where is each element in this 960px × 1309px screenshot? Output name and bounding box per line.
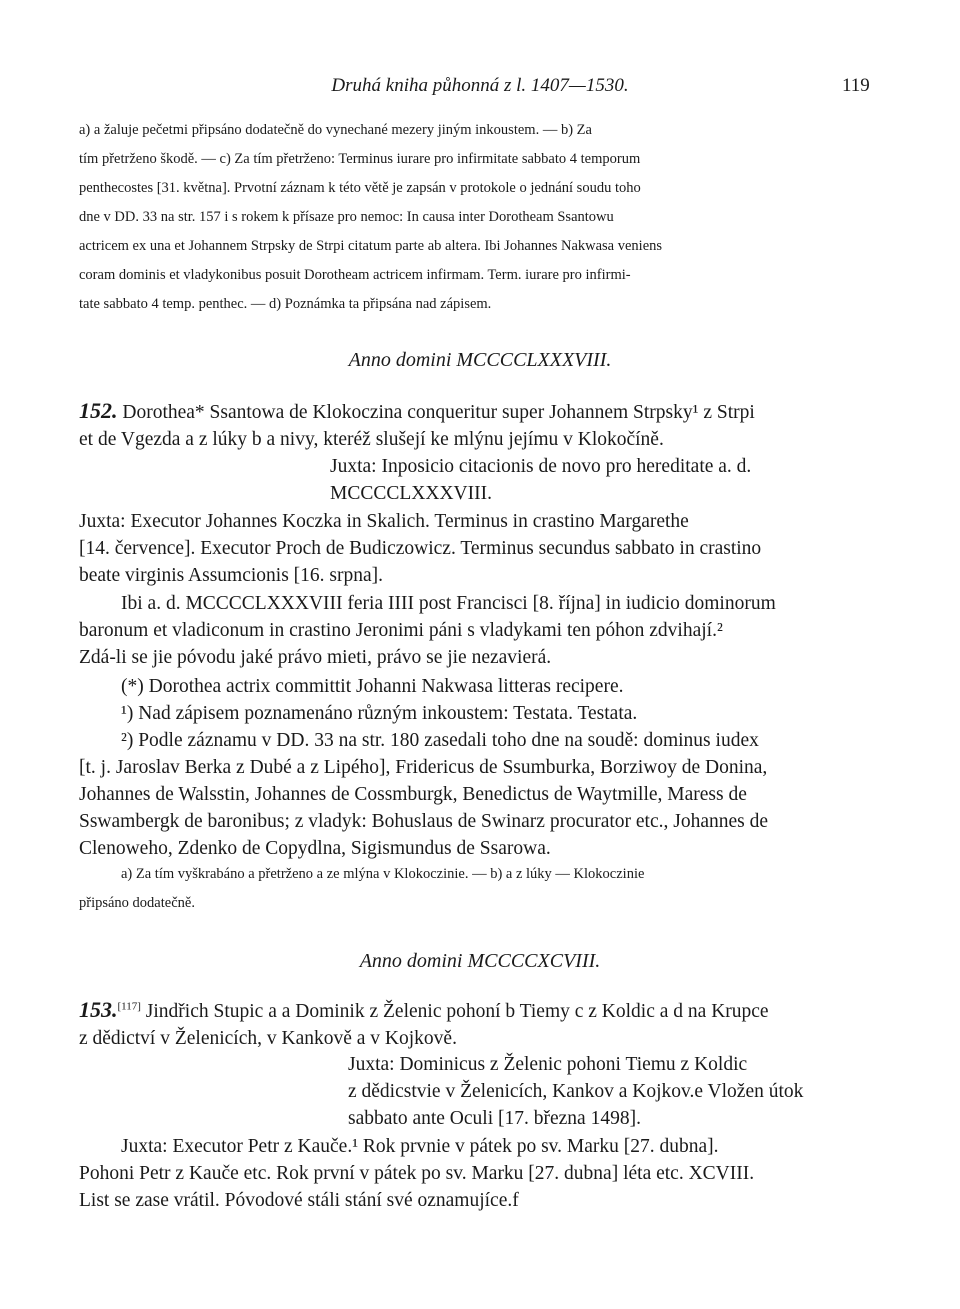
entry-text: z dědictví v Želenicích, v Kankově a v Kojkově. bbox=[79, 1028, 457, 1049]
juxta-note bbox=[330, 453, 860, 507]
note-line: připsáno dodatečně. bbox=[79, 895, 195, 911]
note-line: tím přetrženo škodě. — c) Za tím přetrženo: Terminus iurare pro infirmitate sabbato 4 temporum bbox=[79, 151, 641, 167]
juxta-note bbox=[348, 1051, 878, 1132]
entry-152-paragraph-3 bbox=[79, 590, 879, 671]
entry-text: Ibi a. d. MCCCCLXXXVIII feria IIII post Francisci [8. října] in iudicio dominorum bbox=[121, 593, 776, 614]
entry-text: (*) Dorothea actrix committit Johanni Nakwasa litteras recipere. bbox=[121, 676, 624, 697]
entry-text: Pohoni Petr z Kauče etc. Rok první v pátek po sv. Marku [27. dubna] léta etc. XCVIII. bbox=[79, 1163, 755, 1184]
note-line: a) a žaluje pečetmi připsáno dodatečně do vynechané mezery jiným inkoustem. — b) Za bbox=[79, 122, 592, 138]
reference-marker: [117] bbox=[117, 1000, 141, 1013]
running-header-title: Druhá kniha půhonná z l. 1407—1530. bbox=[331, 75, 629, 96]
footnote: [t. j. Jaroslav Berka z Dubé a z Lipého], Fridericus de Ssumburka, Borziwoy de Donina, bbox=[79, 757, 768, 778]
entry-number: 153. bbox=[79, 997, 118, 1022]
juxta-text: MCCCCLXXXVIII. bbox=[330, 483, 492, 504]
note-line: coram dominis et vladykonibus posuit Dorotheam actricem infirmam. Term. iurare pro infirmi- bbox=[79, 267, 631, 283]
juxta-text: sabbato ante Oculi [17. března 1498]. bbox=[348, 1108, 641, 1129]
note-line: dne v DD. 33 na str. 157 i s rokem k přísaze pro nemoc: In causa inter Dorotheam Ssantowu bbox=[79, 209, 614, 225]
note-line: tate sabbato 4 temp. penthec. — d) Poznámka ta připsána nad zápisem. bbox=[79, 296, 492, 312]
notes-top bbox=[79, 116, 879, 319]
juxta-text: Juxta: Dominicus z Želenic pohoni Tiemu z Koldic bbox=[348, 1054, 748, 1075]
juxta-text: z dědicstvie v Želenicích, Kankov a Kojkov.e Vložen útok bbox=[348, 1081, 804, 1102]
footnote: Johannes de Walsstin, Johannes de Cossmburgk, Benedictus de Waytmille, Maress de bbox=[79, 784, 747, 805]
year-heading: Anno domini MCCCCLXXXVIII. bbox=[348, 349, 612, 371]
footnote: Sswambergk de baronibus; z vladyk: Bohuslaus de Swinarz procurator etc., Johannes de bbox=[79, 811, 769, 832]
page-number: 119 bbox=[842, 75, 870, 96]
entry-text: List se zase vrátil. Póvodové stáli stání své oznamujíce.f bbox=[79, 1190, 519, 1211]
entry-text: baronum et vladiconum in crastino Jeronimi páni s vladykami ten póhon zdvihají.² bbox=[79, 620, 723, 641]
entry-text: Dorothea* Ssantowa de Klokoczina conqueritur super Johannem Strpsky¹ z Strpi bbox=[122, 402, 755, 423]
footnote: Clenoweho, Zdenko de Copydlna, Sigismundus de Ssarowa. bbox=[79, 838, 551, 859]
entry-152-paragraph-2 bbox=[79, 508, 879, 589]
note-line: penthecostes [31. května]. Prvotní záznam k této větě je zapsán v protokole o jednání soudu toho bbox=[79, 180, 641, 196]
entry-text: Jindřich Stupic a a Dominik z Želenic pohoní b Tiemy c z Koldic a d na Krupce bbox=[145, 1001, 769, 1022]
footnote: ²) Podle záznamu v DD. 33 na str. 180 zasedali toho dne na soudě: dominus iudex bbox=[121, 730, 759, 751]
note-line: a) Za tím vyškrabáno a přetrženo a ze mlýna v Klokoczinie. — b) a z lúky — Klokoczinie bbox=[121, 866, 645, 882]
entry-text: [14. července]. Executor Proch de Budiczowicz. Terminus secundus sabbato in crastino bbox=[79, 538, 762, 559]
entry-text: Juxta: Executor Petr z Kauče.¹ Rok prvnie v pátek po sv. Marku [27. dubna]. bbox=[121, 1136, 719, 1157]
note-line: actricem ex una et Johannem Strpsky de Strpi citatum parte ab altera. Ibi Johannes Nakwasa veniens bbox=[79, 238, 663, 254]
entry-153-paragraph-2 bbox=[79, 1133, 879, 1214]
entry-text: Zdá-li se jie póvodu jaké právo mieti, právo se jie nezavierá. bbox=[79, 647, 552, 668]
footnote: ¹) Nad zápisem poznamenáno různým inkoustem: Testata. Testata. bbox=[121, 703, 638, 724]
entry-152-paragraph-1 bbox=[79, 397, 879, 453]
entry-153-paragraph-1 bbox=[79, 996, 879, 1052]
entry-152-notes bbox=[79, 860, 879, 918]
entry-text: beate virginis Assumcionis [16. srpna]. bbox=[79, 565, 384, 586]
year-heading: Anno domini MCCCCXCVIII. bbox=[359, 950, 601, 972]
entry-152-footnotes bbox=[79, 673, 879, 862]
juxta-text: Juxta: Inposicio citacionis de novo pro hereditate a. d. bbox=[330, 456, 752, 477]
entry-text: et de Vgezda a z lúky b a nivy, kteréž slušejí ke mlýnu jejímu v Klokočíně. bbox=[79, 429, 664, 450]
entry-text: Juxta: Executor Johannes Koczka in Skalich. Terminus in crastino Margarethe bbox=[79, 511, 689, 532]
entry-number: 152. bbox=[79, 398, 118, 423]
